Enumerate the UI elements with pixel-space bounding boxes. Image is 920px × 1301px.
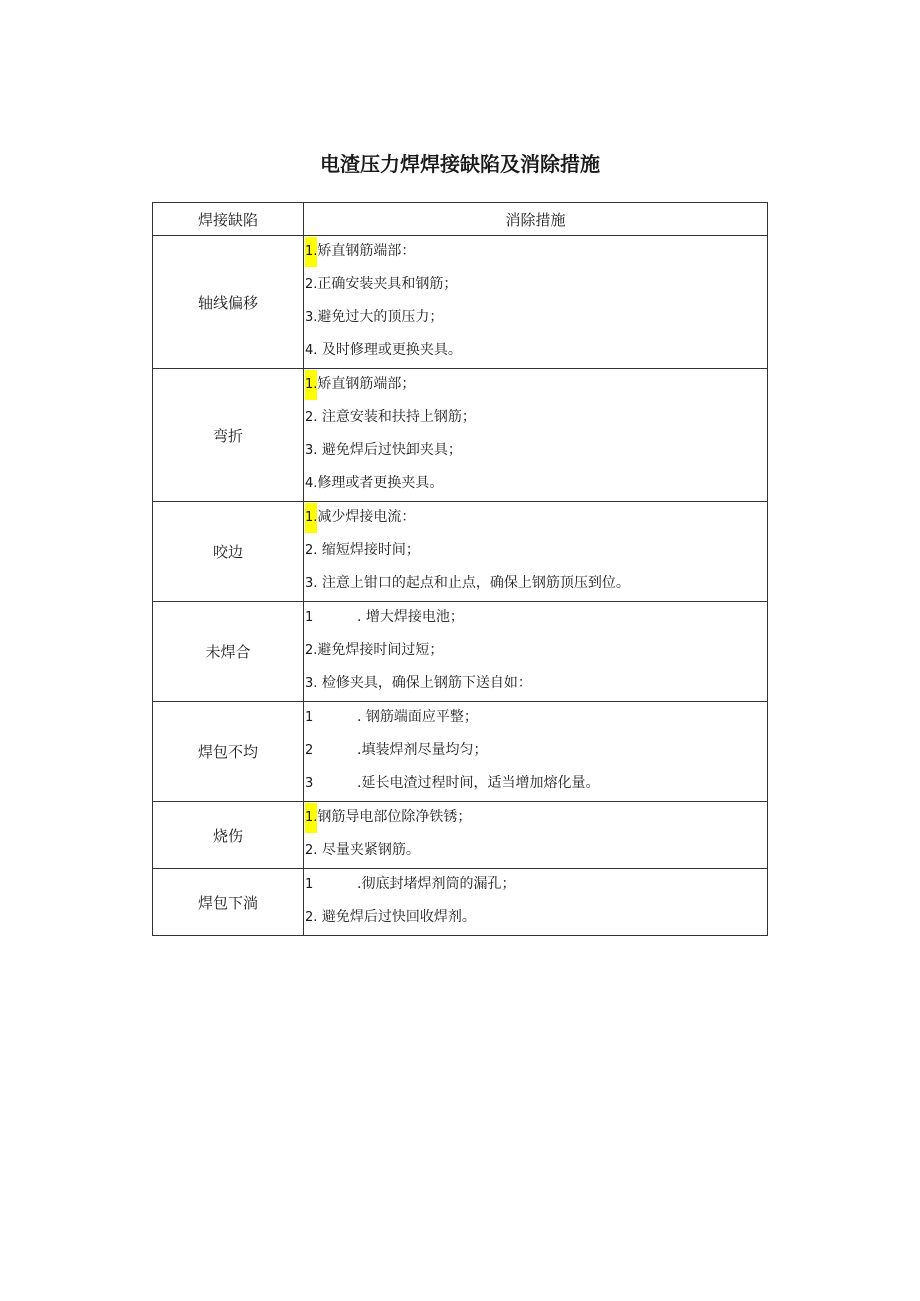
measure-number: 2.: [305, 410, 318, 425]
table-row: [153, 502, 768, 602]
measure-text: 注意安装和扶持上钢筋；: [317, 409, 476, 425]
measure-text: 矫直钢筋端部：: [317, 243, 416, 259]
measure-item: [304, 735, 767, 768]
measure-item: [304, 869, 767, 902]
measure-text: .填装焊剂尽量均匀；: [357, 742, 488, 758]
measure-item: [304, 335, 767, 368]
measure-text: 注意上钳口的起点和止点，确保上钢筋顶压到位。: [317, 575, 630, 591]
measure-item: [304, 435, 767, 468]
measure-text: 缩短焊接时间；: [317, 542, 420, 558]
measure-text: .彻底封堵焊剂筒的漏孔；: [357, 876, 516, 892]
measure-text: 钢筋导电部位除净铁锈；: [317, 809, 472, 825]
measure-text: 避免焊后过快卸夹具；: [317, 442, 462, 458]
measure-item: [304, 236, 767, 269]
defect-name-cell: 弯折: [153, 369, 304, 502]
measure-item: [304, 302, 767, 335]
measure-text: .延长电渣过程时间，适当增加熔化量。: [357, 775, 600, 791]
measure-number: 2.: [305, 277, 318, 292]
measure-item: [304, 502, 767, 535]
measure-number: 1.: [305, 370, 317, 400]
measure-item: [304, 402, 767, 435]
measures-cell: [304, 702, 768, 802]
measures-cell: [304, 869, 768, 936]
measure-item: [304, 568, 767, 601]
measure-item: [304, 535, 767, 568]
defects-table: [152, 202, 768, 936]
measure-text: 尽量夹紧钢筋。: [317, 842, 420, 858]
table-body: [153, 236, 768, 936]
measure-item: [304, 802, 767, 835]
defect-name-cell: 焊包下淌: [153, 869, 304, 936]
measure-item: [304, 668, 767, 701]
measure-text: 避免焊后过快回收焊剂。: [317, 909, 476, 925]
measure-number: 3: [305, 776, 314, 791]
measure-text: . 钢筋端面应平整；: [357, 709, 478, 725]
measure-text: 矫直钢筋端部；: [317, 376, 416, 392]
measure-number: 1.: [305, 803, 317, 833]
measure-text: 检修夹具，确保上钢筋下送自如：: [317, 675, 532, 691]
measure-number: 1.: [305, 503, 317, 533]
measure-item: [304, 602, 767, 635]
measure-text: 及时修理或更换夹具。: [317, 342, 462, 358]
measure-number: 3.: [305, 443, 318, 458]
measures-cell: [304, 802, 768, 869]
measure-text: 修理或者更换夹具。: [317, 475, 444, 491]
column-header-defect: 焊接缺陷: [153, 203, 304, 236]
column-header-measures: 消除措施: [304, 203, 768, 236]
measure-number: 2.: [305, 910, 318, 925]
measure-item: [304, 635, 767, 668]
measure-item: [304, 768, 767, 801]
table-row: [153, 602, 768, 702]
measure-number: 3.: [305, 676, 318, 691]
measure-item: [304, 835, 767, 868]
defect-name-cell: 未焊合: [153, 602, 304, 702]
table-row: [153, 869, 768, 936]
measure-item: [304, 468, 767, 501]
measure-number: 4.: [305, 476, 318, 491]
defect-name-cell: 咬边: [153, 502, 304, 602]
measure-number: 1.: [305, 237, 317, 267]
measure-number: 2.: [305, 843, 318, 858]
measure-number: 2.: [305, 643, 318, 658]
measure-text: 避免焊接时间过短；: [317, 642, 444, 658]
measure-number: 1: [305, 610, 314, 625]
table-row: [153, 369, 768, 502]
table-row: [153, 802, 768, 869]
measures-cell: [304, 602, 768, 702]
measures-cell: [304, 236, 768, 369]
measure-number: 1: [305, 877, 314, 892]
measure-number: 1: [305, 710, 314, 725]
measure-item: [304, 269, 767, 302]
measure-item: [304, 702, 767, 735]
measures-cell: [304, 502, 768, 602]
measure-number: 2: [305, 743, 314, 758]
defect-name-cell: 烧伤: [153, 802, 304, 869]
measure-item: [304, 369, 767, 402]
measure-number: 4.: [305, 343, 318, 358]
table-header-row: [153, 203, 768, 236]
table-row: [153, 236, 768, 369]
measure-text: 避免过大的顶压力；: [317, 309, 444, 325]
measures-cell: [304, 369, 768, 502]
table-row: [153, 702, 768, 802]
measure-text: 正确安装夹具和钢筋；: [317, 276, 458, 292]
page-title: 电渣压力焊焊接缺陷及消除措施: [320, 152, 600, 176]
measure-text: . 增大焊接电池；: [357, 609, 464, 625]
measure-text: 减少焊接电流：: [317, 509, 416, 525]
measure-number: 3.: [305, 310, 318, 325]
measure-item: [304, 902, 767, 935]
measure-number: 3.: [305, 576, 318, 591]
defect-name-cell: 焊包不均: [153, 702, 304, 802]
defect-name-cell: 轴线偏移: [153, 236, 304, 369]
measure-number: 2.: [305, 543, 318, 558]
